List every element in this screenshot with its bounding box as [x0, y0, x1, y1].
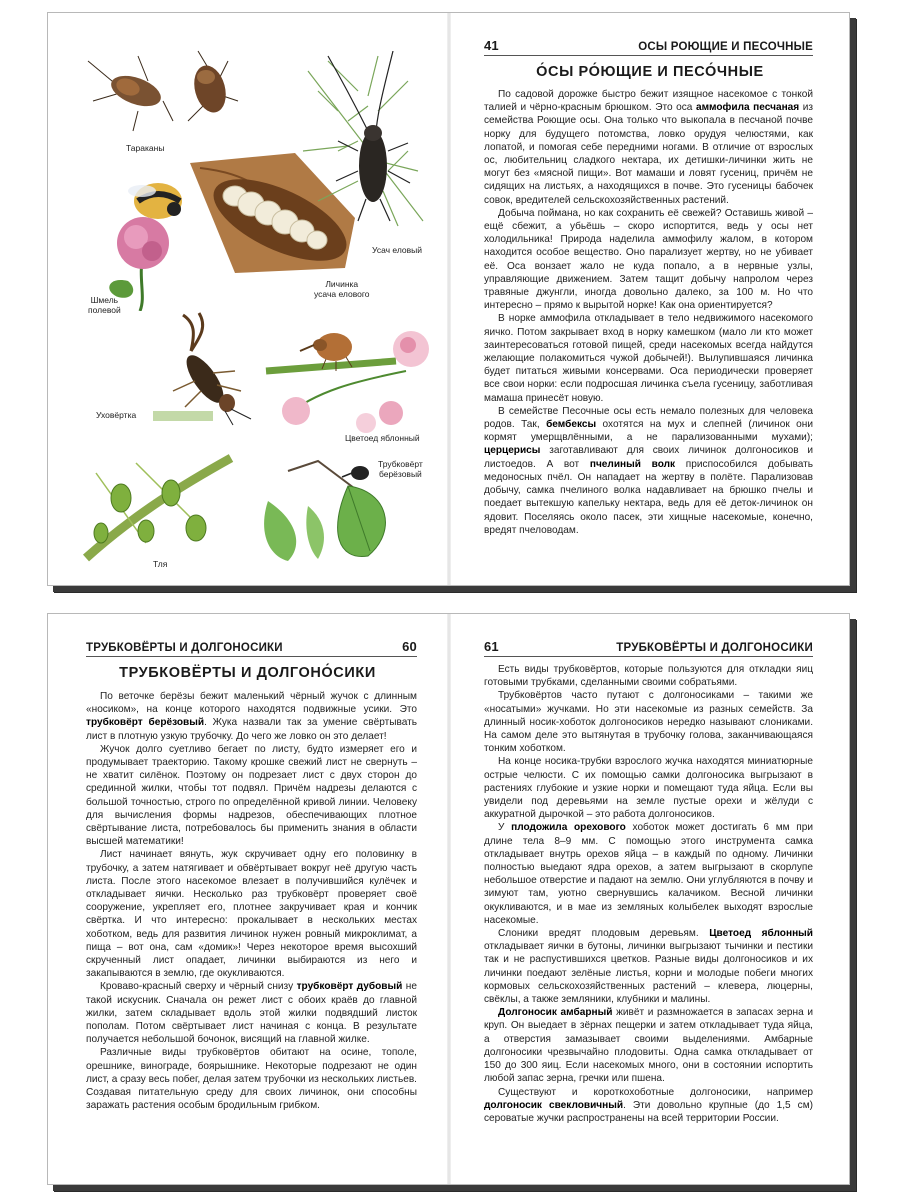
paragraph: Долгоносик амбарный живёт и размножается в запасах зерна и круп. Он выедает в зёрнах пещерки и затем откладывает туда яйца, а отверстия замазывает своими выделениями. Амбарные долгоносики чрезвычайно плодовиты. Одна самка откладывает от 150 до 300 яиц. Если насекомых много, они в состоянии испортить любой запас зерна, гречки или пшена.	[484, 1007, 813, 1085]
article-text-61	[484, 663, 813, 1125]
page-number-61: 61	[484, 639, 499, 654]
running-title-61: ТРУБКОВЁРТЫ И ДОЛГОНОСИКИ	[616, 642, 813, 654]
running-title-60: ТРУБКОВЁРТЫ И ДОЛГОНОСИКИ	[86, 642, 283, 654]
page-61	[451, 614, 849, 1184]
caption-larva	[314, 279, 369, 299]
paragraph: Слоники вредят плодовым деревьям. Цветоед яблонный откладывает яички в бутоны, личинки выгрызают тычинки и пестики так и не распустившихся цветков. Разные виды долгоносиков и их личинки поедают зелёные листья, корни и молодые побеги многих кормовых сельскохозяйственных растений – клевера, люцерны, свёклы, а также земляники, клубники и малины.	[484, 928, 813, 1006]
top-book-spread	[47, 12, 850, 586]
earwig-illustration	[123, 311, 258, 426]
caption-weevil-apple: Цветоед яблонный	[345, 433, 420, 443]
running-title-41: ОСЫ РОЮЩИЕ И ПЕСОЧНЫЕ	[638, 41, 813, 53]
cockroaches-illustration	[78, 41, 248, 141]
apple-blossom-weevil-illustration	[256, 321, 436, 441]
sawyer-beetle-illustration	[298, 51, 433, 241]
page-40-illustrations	[48, 13, 447, 585]
page-41	[451, 13, 849, 585]
caption-bumblebee-text: Шмель полевой	[88, 295, 121, 315]
paragraph: По садовой дорожке быстро бежит изящное насекомое с тонкой талией и чёрно-красным брюшком. Это оса аммофила песчаная из семейства Роющие осы. Она только что выкопала в песчаной почве норку для будущего потомства, ловко орудуя челюстями, как лопатой, и помогая себе передними ногами. В отличие от взрослых ос, любительниц сладкого нектара, их детишки-личинки жить не могут без «мясной пищи». Вот мамаши и ловят гусениц, причём не сидящих на листьях, а находящихся в почве. Это гусеницы бабочек совок, вредителей сельскохозяйственных растений.	[484, 89, 813, 206]
caption-aphid: Тля	[153, 559, 168, 569]
caption-leaf-roller-text: Трубковёрт берёзовый	[378, 459, 423, 479]
section-heading-wasps: О́СЫ РО́ЮЩИЕ И ПЕСО́ЧНЫЕ	[536, 64, 764, 80]
running-head-60	[86, 638, 417, 657]
caption-bumblebee	[88, 295, 121, 315]
birch-leaf-roller-illustration	[248, 451, 398, 566]
paragraph: У плодожила орехового хоботок может достигать 6 мм при длине тела 8–9 мм. С помощью этого инструмента самка откладывает внутрь орехов яйца – в каждый по одному. Личинки полностью выедают ядра орехов, а затем выгрызают в скорлупе небольшое отверстие и падают на землю. Они углубляются в почву и зимуют там, уютно свернувшись калачиком. Весной личинки окукливаются, и в мае из земляных колыбелек выходят взрослые насекомые.	[484, 822, 814, 926]
caption-sawyer: Усач еловый	[372, 245, 423, 255]
caption-larva-text: Личинка усача елового	[314, 279, 370, 299]
paragraph: По веточке берёзы бежит маленький чёрный жучок с длинным «носиком», на конце которого находятся подвижные усики. Это трубковёрт берёзовый. Жука назвали так за умение свёртывать лист в плотную узкую трубочку. До чего же ловко он это делает!	[86, 691, 417, 742]
paragraph: В норке аммофила откладывает в тело недвижимого насекомого яичко. Потом закрывает вход в норку камешком (мало ли кто может заинтересоваться готовой пищей, среди насекомых всегда найдутся желающие полакомиться чужой добычей!). Вылупившаяся личинка будет питаться живыми консервами. Оса периодически проверяет все свои норки: если подросшая личинка съела гусеницу, заботливая мамаша принесёт новую.	[484, 313, 813, 404]
paragraph: На конце носика-трубки взрослого жучка находятся миниатюрные острые челюсти. С их помощью самки долгоносика выгрызают в растениях глубокие и узкие норки и помещают туда яйца. Если вы увидели под деревьями на земле пустые орехи и жёлуди с аккуратной дырочкой – это работа долгоносиков.	[484, 756, 813, 821]
paragraph: Лист начинает вянуть, жук скручивает одну его половинку в трубочку, а затем натягивает и обвёртывает вокруг неё другую часть листа. После этого насекомое влезает в получившийся кулёчек и откладывает яички. Несколько раз трубковёрт проверяет своё сооружение, укрепляет его, плотнее закручивает края и кончик свёртка. И что интересно: прокалывает в нескольких местах хоботком, ведь для развития личинок нужен ровный микроклимат, а пища – вот она, сам «домик»! Через некоторое время высохший скрученный лист опадает, личинки выбираются из него и закапываются в землю, где окукливаются.	[86, 849, 417, 980]
paragraph: Добыча поймана, но как сохранить её свежей? Оставишь живой – ещё сбежит, а убьёшь – скоро испортится, ведь у осы нет холодильника! Природа наделила аммофилу жалом, в котором находится особое вещество. Оно парализует жертву, но не убивает её. Оса вонзает жало не куда попало, а в нервные узлы, управляющие движением. Затем тащит добычу напролом через травяные джунгли, иногда довольно далеко, за 100 м. Но что интересно – прямо к вырытой норке! Как она ориентируется?	[484, 207, 813, 312]
article-text-60	[86, 690, 417, 1113]
page-60	[48, 614, 447, 1184]
paragraph: Существуют и короткохоботные долгоносики, например долгоносик свекловичный. Эти довольно крупные (до 1,5 см) сероватые жучки распространены на всей территории России.	[484, 1086, 814, 1124]
section-heading-leaf-rollers: ТРУБКОВЁРТЫ И ДОЛГОНО́СИКИ	[119, 665, 376, 681]
paragraph: Жучок долго суетливо бегает по листу, будто измеряет его и продумывает траекторию. Такому крошке свежий лист не свернуть – не хватит силёнок. Поэтому он подрезает лист с двух сторон до срединной жилки, чтобы тот подвял. Причём надрезы делаются с большой точностью, строго по определённой кривой линии. Человеку для вычисления формы надрезов, обеспечивающих плотное свёртывание листа, потребовалось бы применить знания в области высшей математики!	[86, 743, 417, 848]
bottom-book-spread	[47, 613, 850, 1185]
caption-earwig: Уховёртка	[96, 410, 137, 420]
article-text-41	[484, 88, 813, 537]
paragraph: Есть виды трубковёртов, которые пользуются для откладки яиц готовыми трубками, сделанными своими собратьями.	[484, 664, 813, 689]
caption-leaf-roller	[378, 459, 423, 479]
page-number-41: 41	[484, 38, 499, 53]
running-head-61	[484, 638, 813, 657]
bumblebee-illustration	[88, 171, 198, 311]
paragraph: Трубковёртов часто путают с долгоносиками – такими же «носатыми» жучками. Но эти насекомые из разных семейств. За длинный носик-хоботок долгоносиков нередко называют слониками. На самом деле это вытянутая в трубочку голова, заканчивающаяся тонким хоботком.	[484, 690, 813, 755]
paragraph: Кроваво-красный сверху и чёрный снизу трубковёрт дубовый не такой искусник. Сначала он режет лист с обоих краёв до главной жилки, затем складывает вдоль этой жилки подвядший листок пополам. Потом свёртывает лист начиная с конца. В результате получается небольшой бочонок, висящий на главной жилке.	[86, 981, 417, 1046]
caption-cockroaches: Тараканы	[126, 143, 165, 153]
paragraph: В семействе Песочные осы есть немало полезных для человека родов. Так, бембексы охотятся на мух и слепней (личинок они кормят умерщвлёнными, а не парализованными мухами); церцерисы заготавливают для своих личинок долгоносиков и листоедов. А вот пчелиный волк приспособился добывать медоносных пчёл. Он нападает на жертву в полёте. Парализовав добычу, самка пчелиного волка надавливает на брюшко пчелы и поедает вытекшую капельку нектара, ведь для её деток-личинок он ядовит. Поселяясь около пасек, эти хищные насекомые, конечно, вредят пчеловодам.	[484, 405, 813, 536]
running-head-41	[484, 37, 813, 56]
aphid-illustration	[76, 453, 236, 563]
paragraph: Различные виды трубковёртов обитают на осине, тополе, орешнике, винограде, боярышнике. Некоторые подрезают не один лист, а сразу весь побег, делая затем трубочки из нескольких листьев. Создавая питательную среду для своих личинок, они способны заражать растения особым бродильным грибком.	[86, 1047, 417, 1112]
page-number-60: 60	[402, 639, 417, 654]
